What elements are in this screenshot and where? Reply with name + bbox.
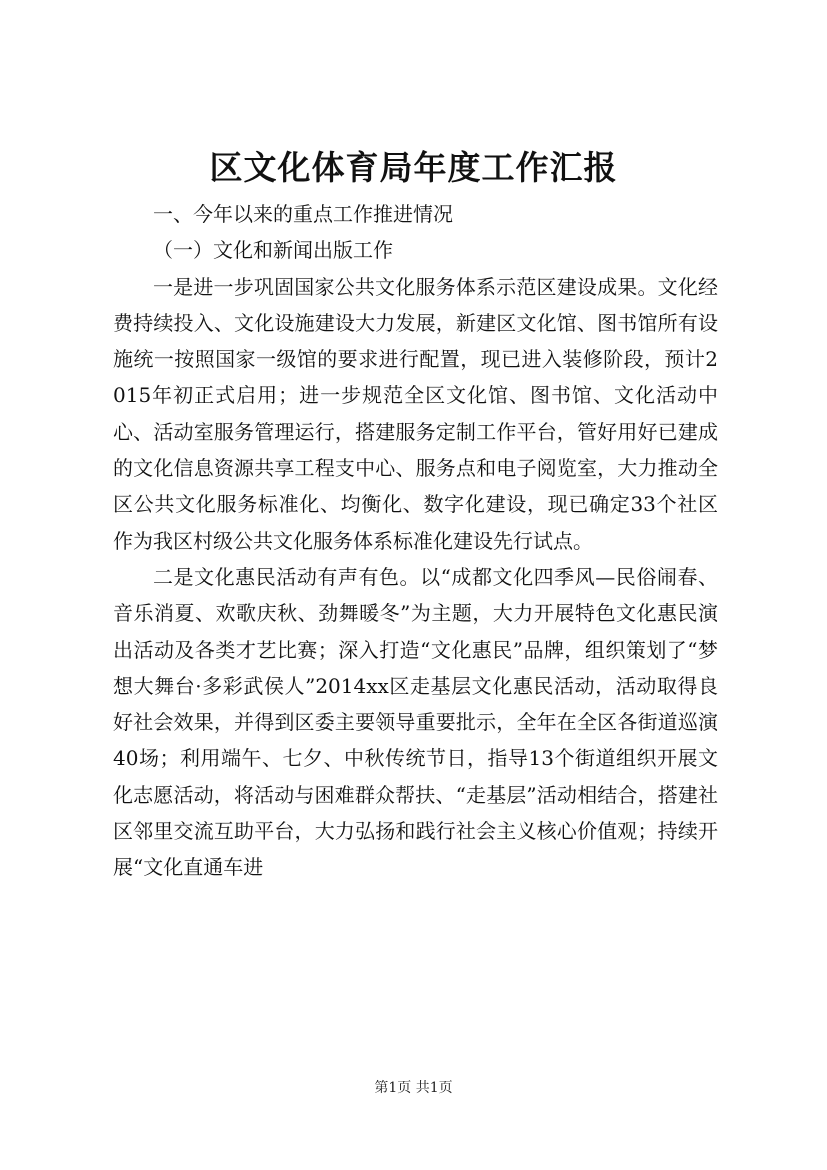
paragraph-1: 一是进一步巩固国家公共文化服务体系示范区建设成果。文化经费持续投入、文化设施建设大力发展，新建区文化馆、图书馆所有设施统一按照国家一级馆的要求进行配置，现已进入装修阶段，预计2015年初正式启用；进一步规范全区文化馆、图书馆、文化活动中心、活动室服务管理运行，搭建服务定制工作平台，管好用好已建成的文化信息资源共享工程支中心、服务点和电子阅览室，大力推动全区公共文化服务标准化、均衡化、数字化建设，现已确定33个社区作为我区村级公共文化服务体系标准化建设先行试点。 [113, 274, 718, 553]
paragraph-2: 二是文化惠民活动有声有色。以“成都文化四季风—民俗闹春、音乐消夏、欢歌庆秋、劲舞暖冬”为主题，大力开展特色文化惠民演出活动及各类才艺比赛；深入打造“文化惠民”品牌，组织策划了“梦想大舞台·多彩武侯人”2014xx区走基层文化惠民活动，活动取得良好社会效果，并得到区委主要领导重要批示，全年在全区各街道巡演40场；利用端午、七夕、中秋传统节日，指导13个街道组织开展文化志愿活动，将活动与困难群众帮扶、“走基层”活动相结合，搭建社区邻里交流互助平台，大力弘扬和践行社会主义核心价值观；持续开展“文化直通车进 [113, 564, 718, 880]
section-heading: 一、今年以来的重点工作推进情况 [153, 202, 453, 226]
page-number-label: 第1页 共1页 [374, 1080, 453, 1096]
document-title: 区文化体育局年度工作汇报 [209, 148, 618, 187]
subsection-heading: （一）文化和新闻出版工作 [153, 238, 393, 263]
document-body [113, 196, 718, 886]
page-footer [0, 1078, 827, 1098]
